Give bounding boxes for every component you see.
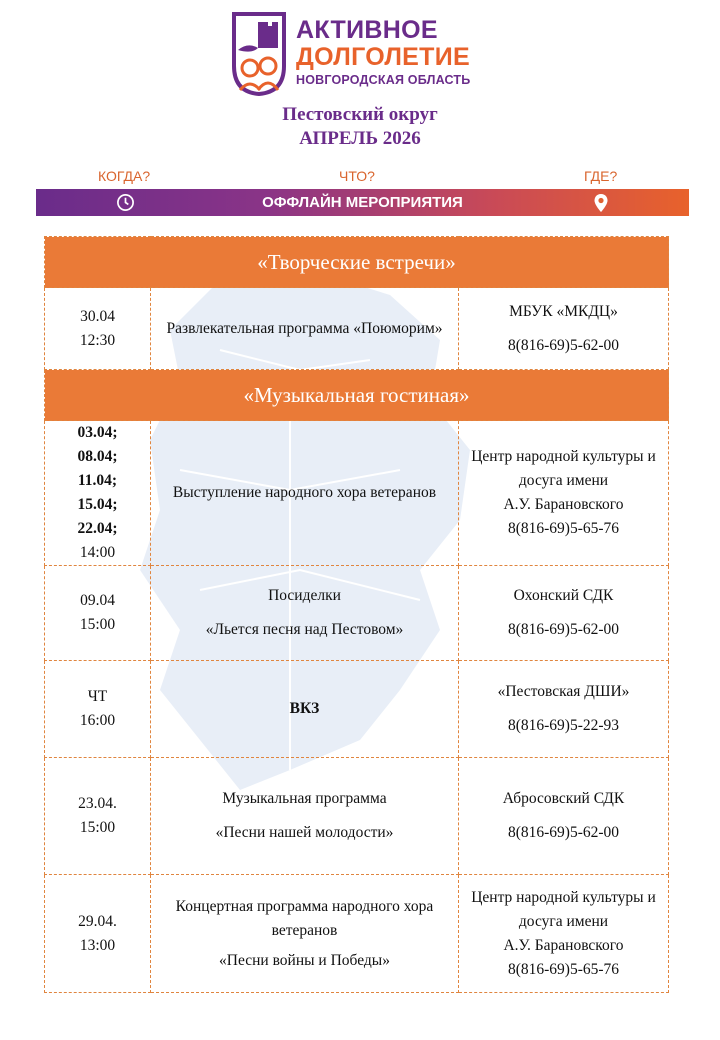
event-time: 12:30: [79, 331, 116, 349]
event-name: Выступление народного хора ветеранов: [172, 484, 437, 501]
event-subtitle: «Песни нашей молодости»: [215, 824, 394, 841]
event-time: 16:00: [79, 712, 116, 729]
event-date-cell: [45, 421, 151, 566]
table-row: [45, 288, 669, 370]
banner-title: ОФФЛАЙН МЕРОПРИЯТИЯ: [262, 194, 463, 211]
event-date-cell: [45, 661, 151, 758]
event-date-cell: [45, 758, 151, 875]
section-header-music-lounge: [45, 370, 669, 421]
table-row: [45, 758, 669, 875]
event-place: «Пестовская ДШИ»: [497, 683, 630, 700]
offline-events-banner: [36, 189, 689, 216]
district-title: Пестовский округ: [282, 104, 438, 125]
event-name-cell: [151, 566, 459, 661]
table-row: [45, 661, 669, 758]
event-name-cell: [151, 758, 459, 875]
event-date-cell: [45, 566, 151, 661]
event-phone: 8(816-69)5-62-00: [507, 621, 620, 638]
month-title: АПРЕЛЬ 2026: [299, 128, 421, 149]
table-row: [45, 875, 669, 993]
event-place-cell: [459, 758, 669, 875]
event-phone: 8(816-69)5-65-76: [507, 520, 620, 537]
event-date: 08.04;: [77, 448, 118, 465]
table-row: [45, 421, 669, 566]
event-name: Музыкальная программа: [222, 790, 387, 807]
section-header-creative-meetings: [45, 237, 669, 288]
event-place-cell: [459, 421, 669, 566]
event-phone: 8(816-69)5-22-93: [507, 717, 620, 734]
event-date: 29.04.: [78, 912, 117, 930]
event-date: 15.04;: [77, 496, 118, 513]
section-title: «Музыкальная гостиная»: [45, 370, 669, 421]
event-date-cell: [45, 288, 151, 370]
event-place: МБУК «МКДЦ»: [509, 302, 618, 320]
section-title: «Творческие встречи»: [45, 237, 669, 288]
logo-region: НОВГОРОДСКАЯ ОБЛАСТЬ: [296, 73, 471, 87]
event-place: А.У. Барановского: [503, 936, 624, 954]
when-header: КОГДА?: [98, 168, 151, 184]
where-header: ГДЕ?: [584, 168, 618, 184]
event-time: 15:00: [79, 616, 116, 633]
event-date: 30.04: [80, 307, 115, 325]
event-date-cell: [45, 875, 151, 993]
event-name-cell: [151, 288, 459, 370]
event-place: Центр народной культуры и досуга имени: [471, 448, 656, 489]
table-row: [45, 566, 669, 661]
event-place-cell: [459, 288, 669, 370]
event-name-cell: [151, 875, 459, 993]
events-table: [44, 236, 669, 993]
what-header: ЧТО?: [339, 168, 375, 184]
event-name: Концертная программа народного хора ветеранов: [175, 897, 434, 939]
event-phone: 8(816-69)5-62-00: [507, 336, 620, 354]
event-time: 15:00: [79, 819, 116, 836]
event-name: ВКЗ: [289, 700, 320, 717]
event-place-cell: [459, 566, 669, 661]
event-name: Посиделки: [268, 587, 341, 604]
logo-emblem-icon: [228, 10, 290, 96]
event-time: 13:00: [79, 936, 116, 954]
event-place: Центр народной культуры и досуга имени: [471, 888, 656, 930]
event-subtitle: «Песни войны и Победы»: [219, 951, 390, 969]
event-place: Абросовский СДК: [502, 790, 625, 807]
event-name: Развлекательная программа «Поюморим»: [166, 319, 443, 337]
event-name-cell: [151, 421, 459, 566]
event-place: А.У. Барановского: [503, 496, 624, 513]
event-time: 14:00: [79, 544, 116, 561]
event-date: ЧТ: [87, 688, 108, 705]
logo-title-line2: ДОЛГОЛЕТИЕ: [296, 43, 470, 71]
logo-title-line1: АКТИВНОЕ: [296, 16, 438, 44]
event-date: 23.04.: [78, 795, 117, 812]
event-date: 11.04;: [77, 472, 118, 489]
event-phone: 8(816-69)5-62-00: [507, 824, 620, 841]
event-subtitle: «Льется песня над Пестовом»: [205, 621, 404, 638]
event-name-cell: [151, 661, 459, 758]
map-pin-icon: [593, 193, 609, 213]
event-place: Охонский СДК: [513, 587, 614, 604]
event-phone: 8(816-69)5-65-76: [507, 960, 620, 978]
event-date: 22.04;: [77, 520, 118, 537]
logo: [228, 10, 498, 96]
event-place-cell: [459, 661, 669, 758]
event-place-cell: [459, 875, 669, 993]
event-date: 09.04: [80, 592, 115, 609]
event-date: 03.04;: [77, 424, 118, 441]
